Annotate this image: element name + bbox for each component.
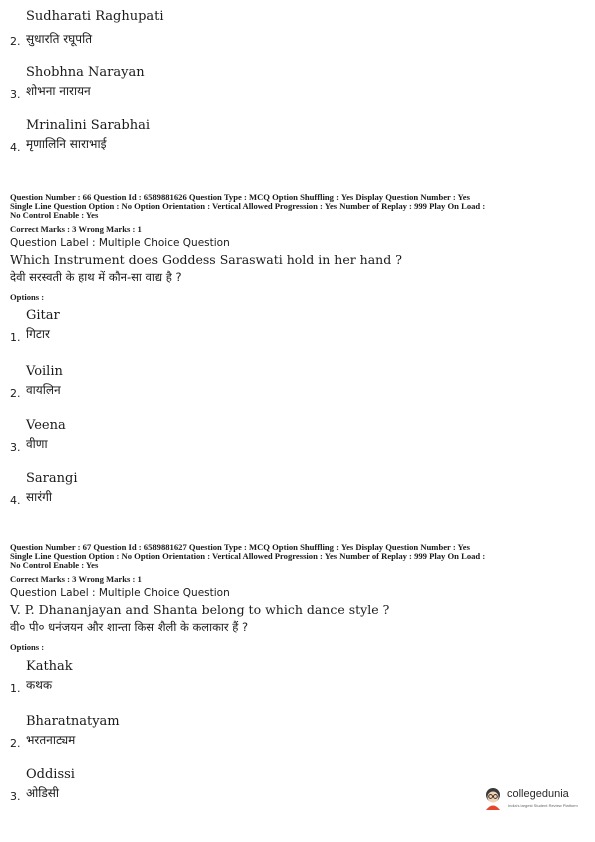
question-meta-line: No Control Enable : Yes bbox=[10, 210, 99, 220]
option-number: 3. bbox=[10, 88, 21, 101]
option-english: Shobhna Narayan bbox=[26, 65, 145, 80]
option-hindi: सारंगी bbox=[26, 490, 52, 504]
logo-tagline: India's largest Student Review Platform bbox=[508, 803, 578, 808]
option-english: Mrinalini Sarabhai bbox=[26, 118, 151, 133]
question-text-english: Which Instrument does Goddess Saraswati hold in her hand ? bbox=[10, 252, 402, 267]
option-hindi: गिटार bbox=[26, 327, 50, 341]
option-number: 1. bbox=[10, 331, 21, 344]
collegedunia-logo bbox=[482, 784, 582, 814]
options-label: Options : bbox=[10, 292, 45, 302]
option-hindi: वीणा bbox=[26, 437, 48, 451]
mascot-icon bbox=[482, 786, 504, 810]
option-english: Oddissi bbox=[26, 767, 75, 782]
option-english: Kathak bbox=[26, 659, 73, 674]
question-text-hindi: वी० पी० धनंजयन और शान्ता किस शैली के कलाकार हैं ? bbox=[10, 620, 249, 634]
question-meta-line: Question Number : 66 Question Id : 6589881626 Question Type : MCQ Option Shuffling : Yes Display Question Number : Yes bbox=[10, 192, 470, 202]
option-english: Sarangi bbox=[26, 471, 78, 486]
option-hindi: सुधारति रघूपति bbox=[26, 32, 93, 46]
option-number: 3. bbox=[10, 790, 21, 803]
option-number: 4. bbox=[10, 141, 21, 154]
question-meta-line: Question Number : 67 Question Id : 6589881627 Question Type : MCQ Option Shuffling : Yes Display Question Number : Yes bbox=[10, 542, 470, 552]
option-hindi: शोभना नारायन bbox=[26, 84, 91, 98]
question-66 bbox=[10, 193, 585, 302]
option-number: 1. bbox=[10, 682, 21, 695]
question-marks: Correct Marks : 3 Wrong Marks : 1 bbox=[10, 574, 142, 584]
option-english: Sudharati Raghupati bbox=[26, 9, 164, 24]
question-meta-line: Single Line Question Option : No Option Orientation : Vertical Allowed Progression : Yes Number of Replay : 999 Play On Load : bbox=[10, 201, 486, 211]
question-meta-line: No Control Enable : Yes bbox=[10, 560, 99, 570]
option-number: 2. bbox=[10, 737, 21, 750]
question-meta-line: Single Line Question Option : No Option Orientation : Vertical Allowed Progression : Yes Number of Replay : 999 Play On Load : bbox=[10, 551, 486, 561]
option-hindi: मृणालिनि साराभाई bbox=[26, 137, 107, 151]
question-67 bbox=[10, 543, 585, 652]
option-english: Gitar bbox=[26, 308, 60, 323]
question-text-english: V. P. Dhananjayan and Shanta belong to which dance style ? bbox=[10, 602, 390, 617]
option-number: 3. bbox=[10, 441, 21, 454]
option-english: Veena bbox=[26, 418, 66, 433]
question-label: Question Label : Multiple Choice Question bbox=[10, 587, 230, 599]
option-number: 2. bbox=[10, 35, 21, 48]
question-label: Question Label : Multiple Choice Question bbox=[10, 237, 230, 249]
question-text-hindi: देवी सरस्वती के हाथ में कौन-सा वाद्य है ? bbox=[10, 270, 182, 284]
option-number: 2. bbox=[10, 387, 21, 400]
question-marks: Correct Marks : 3 Wrong Marks : 1 bbox=[10, 224, 142, 234]
option-hindi: वायलिन bbox=[26, 383, 61, 397]
option-english: Voilin bbox=[26, 364, 63, 379]
options-label: Options : bbox=[10, 642, 45, 652]
option-hindi: कथक bbox=[26, 678, 53, 692]
option-hindi: ओडिसी bbox=[26, 786, 60, 800]
option-english: Bharatnatyam bbox=[26, 714, 120, 729]
logo-brand-text: collegedunia bbox=[507, 788, 569, 800]
option-hindi: भरतनाट्यम bbox=[26, 733, 76, 747]
option-number: 4. bbox=[10, 494, 21, 507]
